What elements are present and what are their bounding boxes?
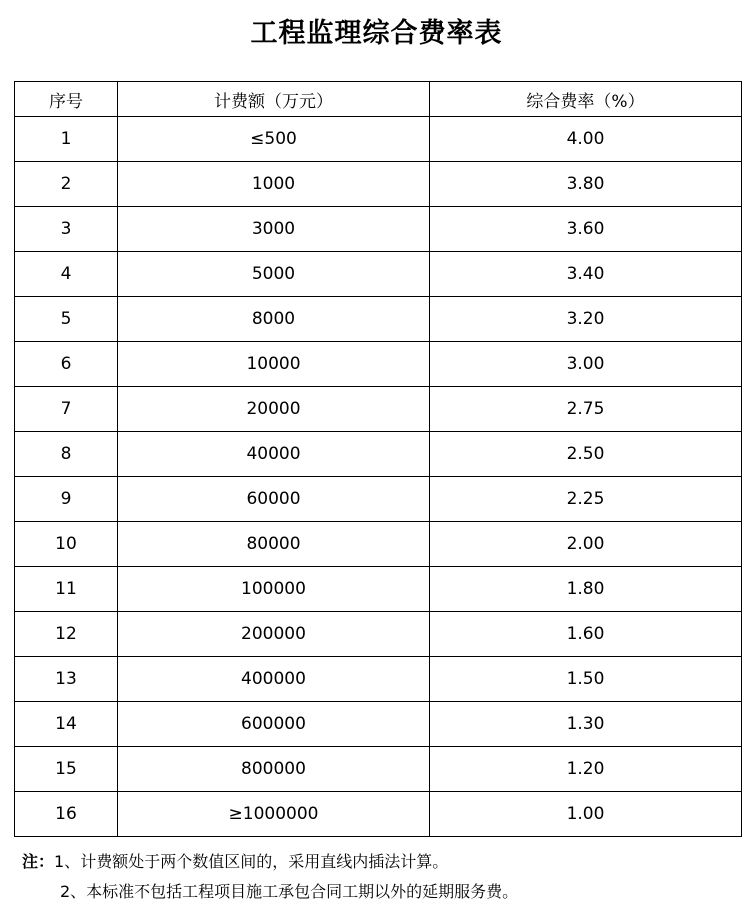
- table-row: [15, 387, 742, 432]
- cell-serial-number: 16: [15, 792, 118, 837]
- cell-serial-number: 10: [15, 522, 118, 567]
- table-row: [15, 252, 742, 297]
- cell-fee-amount: 100000: [118, 567, 430, 612]
- table-row: [15, 477, 742, 522]
- cell-composite-rate: 2.00: [430, 522, 742, 567]
- cell-serial-number: 11: [15, 567, 118, 612]
- cell-serial-number: 5: [15, 297, 118, 342]
- cell-serial-number: 2: [15, 162, 118, 207]
- cell-fee-amount: 20000: [118, 387, 430, 432]
- table-row: [15, 657, 742, 702]
- cell-serial-number: 3: [15, 207, 118, 252]
- cell-composite-rate: 4.00: [430, 117, 742, 162]
- cell-fee-amount: ≤500: [118, 117, 430, 162]
- cell-composite-rate: 1.50: [430, 657, 742, 702]
- cell-composite-rate: 3.40: [430, 252, 742, 297]
- table-row: [15, 792, 742, 837]
- notes-section: [22, 847, 742, 907]
- header-composite-rate: 综合费率（%）: [430, 82, 742, 117]
- cell-composite-rate: 2.75: [430, 387, 742, 432]
- table-row: [15, 747, 742, 792]
- cell-fee-amount: ≥1000000: [118, 792, 430, 837]
- table-row: [15, 342, 742, 387]
- table-row: [15, 117, 742, 162]
- table-body: [15, 117, 742, 837]
- note-line-2: [22, 877, 742, 907]
- cell-serial-number: 7: [15, 387, 118, 432]
- cell-composite-rate: 2.50: [430, 432, 742, 477]
- table-row: [15, 162, 742, 207]
- cell-composite-rate: 3.00: [430, 342, 742, 387]
- cell-serial-number: 15: [15, 747, 118, 792]
- header-serial-number: 序号: [15, 82, 118, 117]
- cell-composite-rate: 1.20: [430, 747, 742, 792]
- cell-serial-number: 12: [15, 612, 118, 657]
- cell-serial-number: 1: [15, 117, 118, 162]
- cell-serial-number: 6: [15, 342, 118, 387]
- cell-fee-amount: 200000: [118, 612, 430, 657]
- table-header-row: [15, 82, 742, 117]
- cell-fee-amount: 60000: [118, 477, 430, 522]
- cell-fee-amount: 8000: [118, 297, 430, 342]
- cell-fee-amount: 5000: [118, 252, 430, 297]
- cell-composite-rate: 3.60: [430, 207, 742, 252]
- cell-serial-number: 9: [15, 477, 118, 522]
- cell-serial-number: 14: [15, 702, 118, 747]
- table-row: [15, 522, 742, 567]
- cell-fee-amount: 80000: [118, 522, 430, 567]
- cell-fee-amount: 40000: [118, 432, 430, 477]
- page-title: 工程监理综合费率表: [250, 18, 503, 49]
- table-row: [15, 567, 742, 612]
- cell-fee-amount: 1000: [118, 162, 430, 207]
- table-row: [15, 207, 742, 252]
- cell-fee-amount: 10000: [118, 342, 430, 387]
- cell-composite-rate: 1.30: [430, 702, 742, 747]
- cell-serial-number: 8: [15, 432, 118, 477]
- cell-composite-rate: 3.80: [430, 162, 742, 207]
- cell-composite-rate: 3.20: [430, 297, 742, 342]
- cell-composite-rate: 1.60: [430, 612, 742, 657]
- cell-fee-amount: 3000: [118, 207, 430, 252]
- header-fee-amount: 计费额（万元）: [118, 82, 430, 117]
- note-text-2: 2、本标准不包括工程项目施工承包合同工期以外的延期服务费。: [60, 882, 519, 901]
- cell-serial-number: 4: [15, 252, 118, 297]
- table-row: [15, 297, 742, 342]
- rate-table: [14, 81, 742, 837]
- cell-composite-rate: 1.00: [430, 792, 742, 837]
- cell-serial-number: 13: [15, 657, 118, 702]
- cell-fee-amount: 400000: [118, 657, 430, 702]
- cell-fee-amount: 800000: [118, 747, 430, 792]
- table-row: [15, 432, 742, 477]
- note-text-1: 1、计费额处于两个数值区间的，采用直线内插法计算。: [54, 852, 449, 871]
- note-prefix: 注：: [22, 852, 55, 871]
- cell-composite-rate: 1.80: [430, 567, 742, 612]
- cell-fee-amount: 600000: [118, 702, 430, 747]
- note-line-1: [22, 847, 742, 877]
- table-row: [15, 702, 742, 747]
- table-row: [15, 612, 742, 657]
- cell-composite-rate: 2.25: [430, 477, 742, 522]
